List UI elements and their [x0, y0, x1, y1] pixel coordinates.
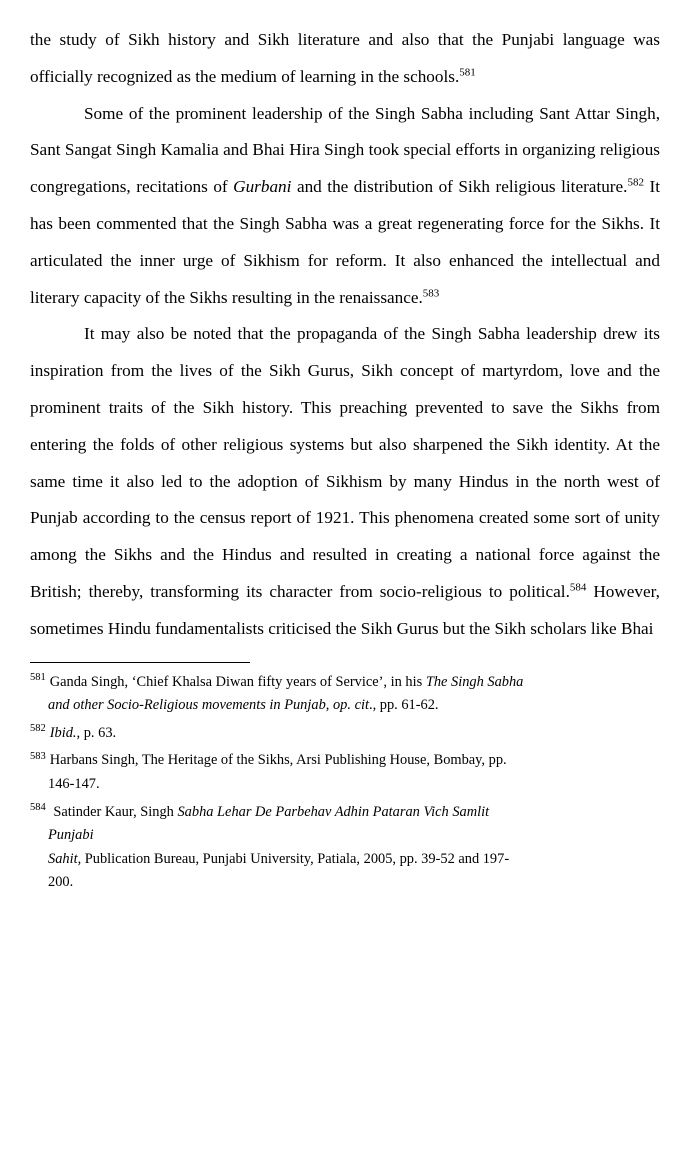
italic-text: op. cit	[332, 697, 369, 714]
footnote-reference[interactable]: 583	[422, 286, 440, 299]
footnote-item: $^{581}$ Ganda Singh, ‘Chief Khalsa Diwan fifty years of Service’, in his The Singh Sabha and other Socio-Religious movements in Punjab, op. cit., pp. 61-62.	[30, 671, 660, 718]
italic-text: Sahit,	[48, 850, 82, 867]
italic-text: Sabha Lehar De Parbehav Adhin Pataran Vich Samlit	[177, 803, 490, 820]
italic-text: The Singh Sabha	[425, 673, 524, 690]
italic-text: Gurbani	[233, 177, 292, 197]
footnote-continuation-line: 146-147.	[48, 775, 100, 792]
paragraph-singh-sabha-leadership: Some of the prominent leadership of the Singh Sabha including Sant Attar Singh, Sant Sangat Singh Kamalia and Bhai Hira Singh took special efforts in organizing religious congregations, recitations of Gurbani and the distribution of Sikh religious literature.$^{582}$ It has been commented that the Singh Sabha was a great regenerating force for the Sikhs. It articulated the inner urge of Sikhism for reform. It also enhanced the intellectual and literary capacity of the Sikhs resulting in the renaissance.$^{583}$	[30, 103, 660, 307]
footnotes-section	[30, 671, 660, 895]
footnote-number: 583	[30, 750, 46, 762]
footnote-item: $^{584}$ Satinder Kaur, Singh Sabha Lehar De Parbehav Adhin Pataran Vich Samlit Punjabi Sahit, Publication Bureau, Punjabi University, Patiala, 2005, pp. 39-52 and 197- 200.	[30, 801, 660, 895]
footnote-reference[interactable]: 581	[459, 66, 476, 79]
footnote-reference[interactable]: 582	[627, 176, 644, 189]
paragraph-propaganda: It may also be noted that the propaganda of the Singh Sabha leadership drew its inspiration from the lives of the Sikh Gurus, Sikh concept of martyrdom, love and the prominent traits of the Sikh history. This preaching prevented to save the Sikhs from entering the folds of other religious systems but also sharpened the Sikh identity. At the same time it also led to the adoption of Sikhism by many Hindus in the north west of Punjab according to the census report of 1921. This phenomena created some sort of unity among the Sikhs and the Hindus and resulted in creating a national force against the British; thereby, transforming its character from socio-religious to political.$^{584}$ However, sometimes Hindu fundamentalists criticised the Sikh Gurus but the Sikh scholars like Bhai	[30, 324, 660, 638]
italic-text: Punjabi	[48, 827, 94, 844]
italic-text: and other Socio-Religious movements in Punjab	[48, 697, 326, 714]
paragraph-continued: the study of Sikh history and Sikh literature and also that the Punjabi language was officially recognized as the medium of learning in the schools.$^{581}$	[30, 30, 660, 86]
footnote-number: 581	[30, 671, 46, 683]
footnote-number: 584	[30, 801, 46, 813]
footnote-continuation-line: 200.	[48, 874, 74, 891]
footnote-number: 582	[30, 722, 46, 734]
footnote-item: $^{582}$ Ibid., p. 63.	[30, 722, 117, 741]
italic-text: Ibid.,	[49, 724, 81, 741]
body-text-column	[30, 22, 660, 648]
footnote-continuation-line: Sahit, Publication Bureau, Punjabi University, Patiala, 2005, pp. 39-52 and 197-	[48, 850, 510, 867]
footnote-item: $^{583}$ Harbans Singh, The Heritage of the Sikhs, Arsi Publishing House, Bombay, pp. 146-147.	[30, 749, 660, 796]
footnote-continuation-line: and other Socio-Religious movements in Punjab, op. cit., pp. 61-62.	[48, 697, 439, 714]
footnote-reference[interactable]: 584	[569, 581, 587, 594]
footnote-continuation-line	[30, 824, 660, 848]
footnote-separator	[30, 662, 250, 663]
